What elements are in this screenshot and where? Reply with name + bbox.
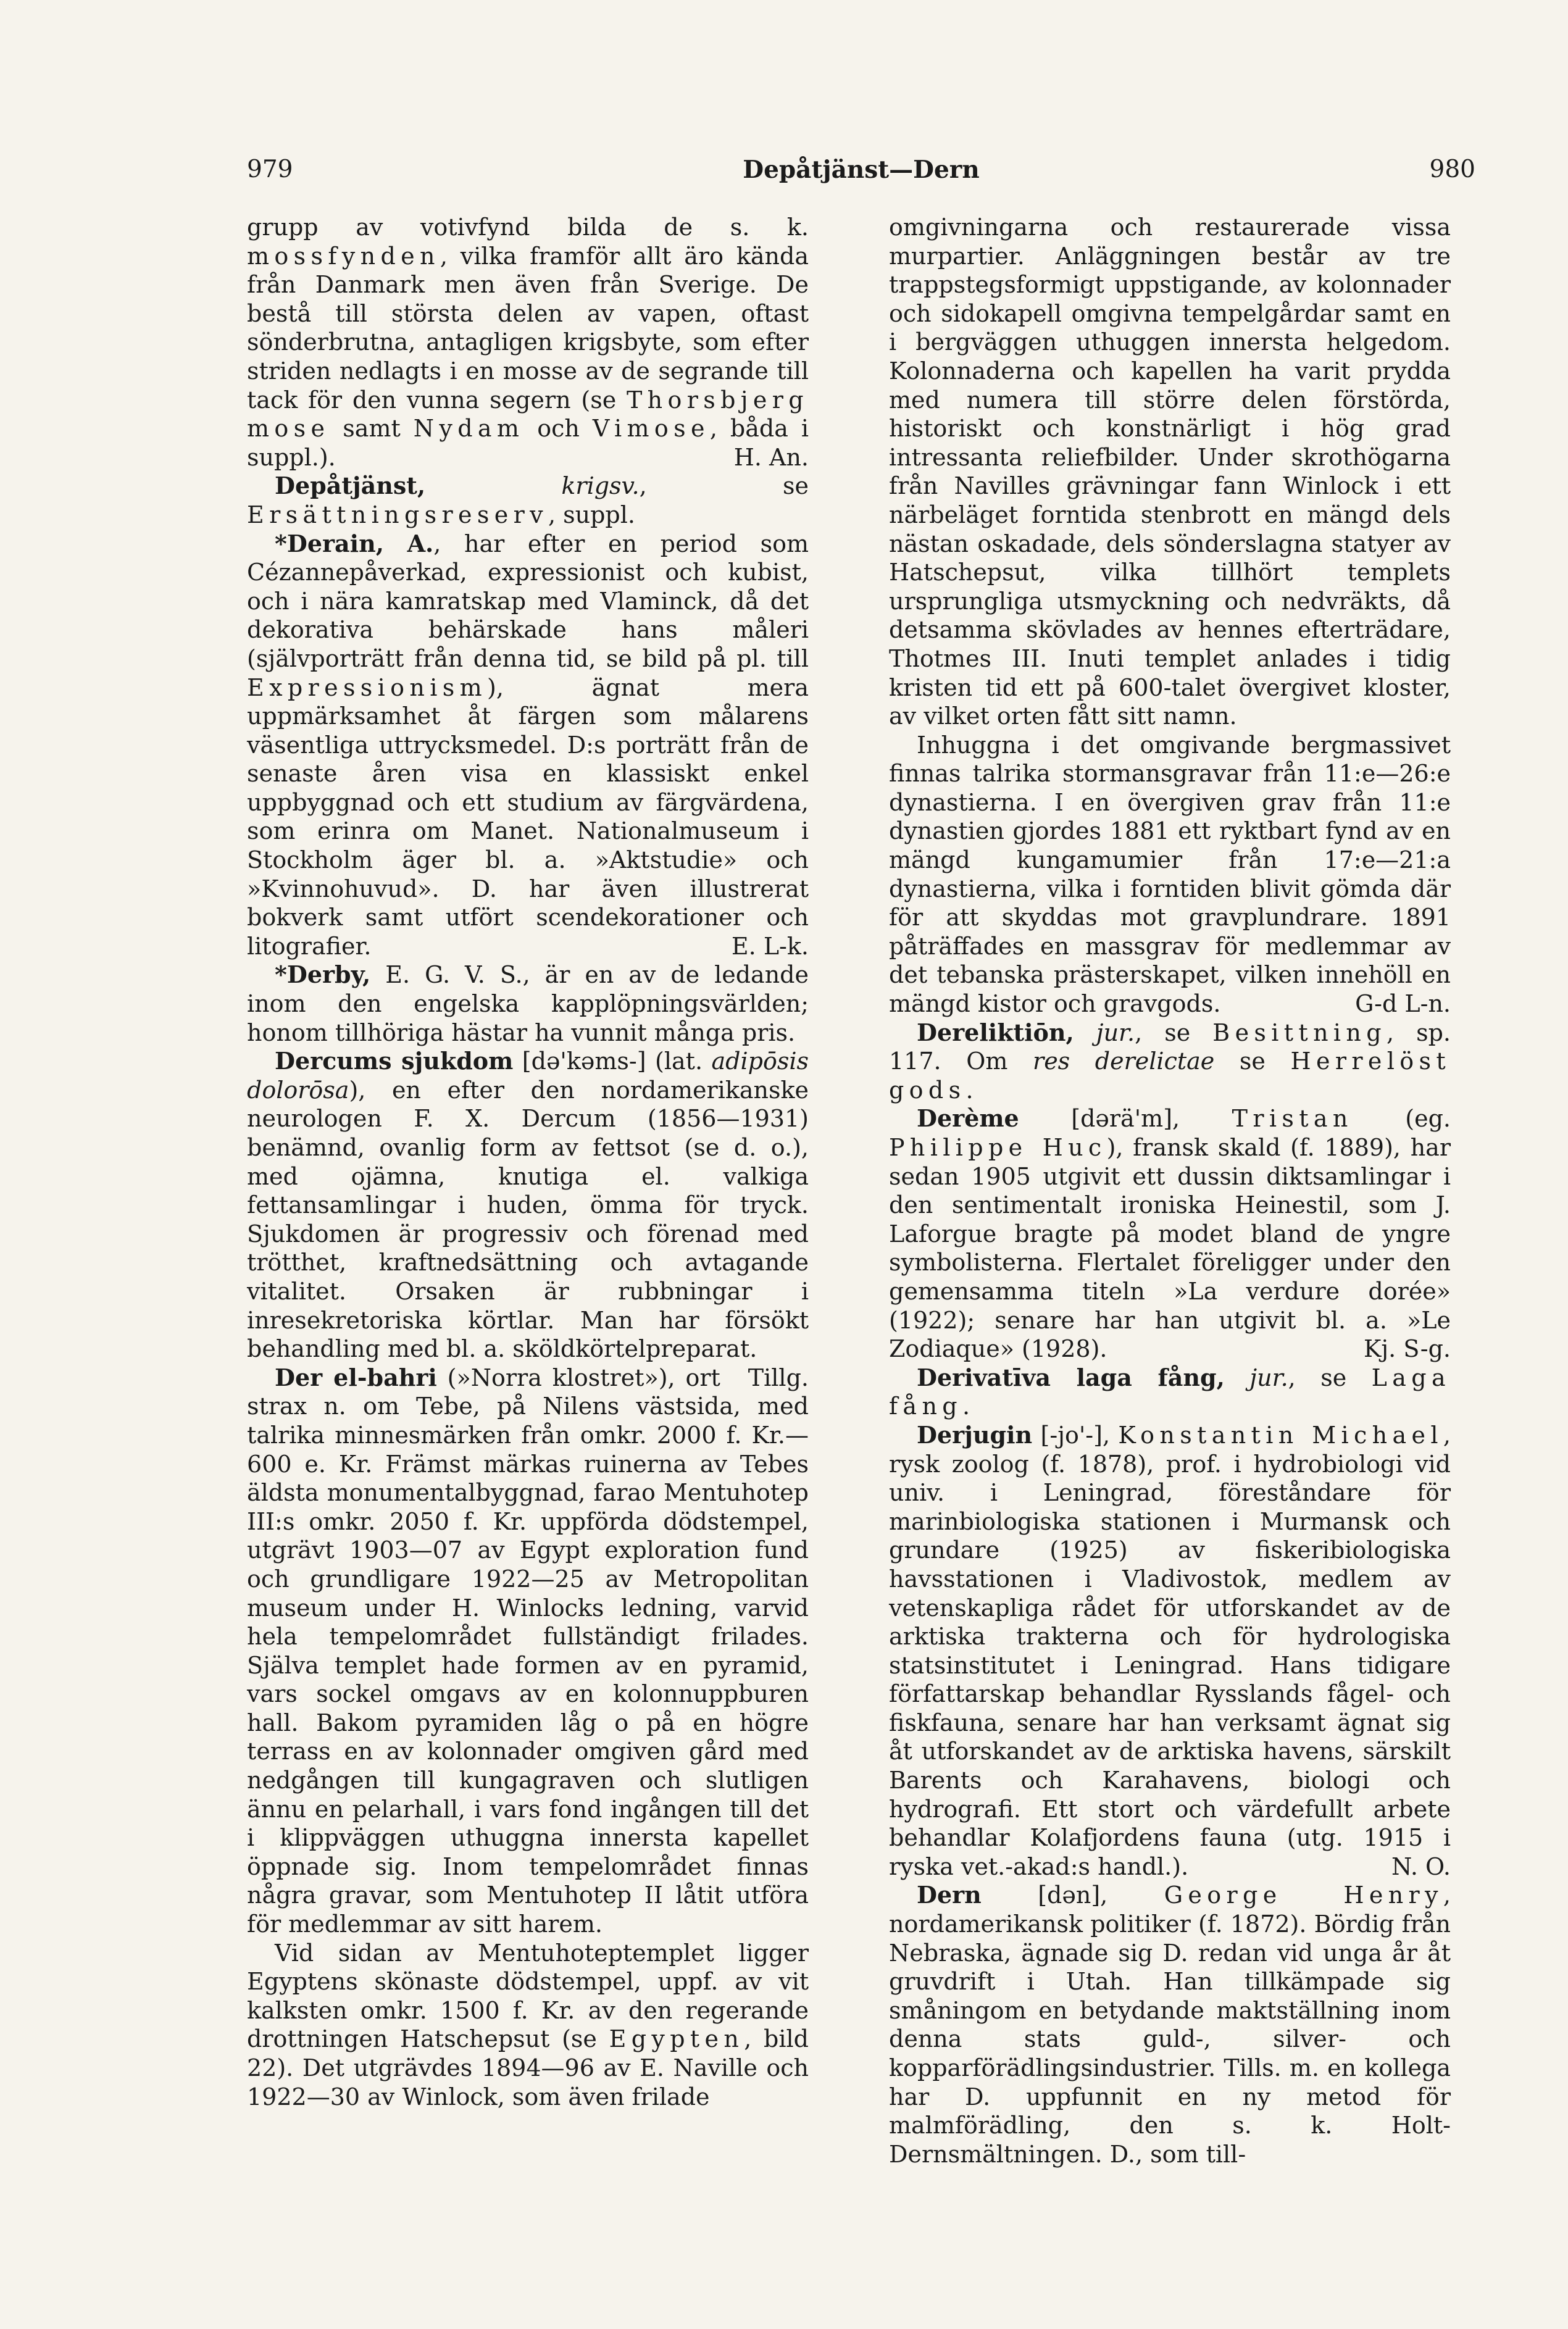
headword: *Derby, — [275, 960, 371, 989]
headword: Dern — [917, 1881, 982, 1909]
signature: N. O. — [1391, 1852, 1451, 1880]
entry-dereme: Derème [dǝrä'm], Tristan (eg. Philippe Huc), fransk skald (f. 1889), har sedan 1905 utgivit ett dussin diktsamlingar i den sentimentalt ironiska Heinestil, som J. Laforgue bragte på modet bland de yngre symbolisterna. Flertalet föreligger under den gemensamma titeln »La verdure dorée» (1922); senare har han utgivit bl. a. »Le Zodiaque» (1928). Kj. S-g. — [889, 1104, 1451, 1363]
running-header — [247, 151, 1475, 188]
entry-dercums-sjukdom: Dercums sjukdom [dǝ'kǝms-] (lat. adipōsis dolorōsa), en efter den nordamerikanske neurologen F. X. Dercum (1856—1931) benämnd, ovanlig form av fettsot (se d. o.), med ojämna, knutiga el. valkiga fettansamlingar i huden, ömma för tryck. Sjukdomen är progressiv och förenad med trötthet, kraftnedsättning och avtagande vitalitet. Orsaken är rubbningar i inresekretoriska körtlar. Man har försökt behandling med bl. a. sköldkörtelpreparat. Tillg. — [247, 1047, 809, 1391]
entry-depatjanst: Depåtjänst, krigsv., se Ersättningsreserv, suppl. — [247, 472, 809, 528]
entry-der-el-bahri-para3: Inhuggna i det omgivande bergmassivet finnas talrika stormansgravar från 11:e—26:e dynastierna. I en övergiven grav från 11:e dynastien gjordes 1881 ett ryktbart fynd av en mängd kungamumier från 17:e—21:a dynastierna, vilka i forntiden blivit gömda där för att skyddas mot gravplundrare. 1891 påträffades en massgrav för medlemmar av det tebanska prästerskapet, vilken innehöll en mängd kistor och gravgods. G-d L-n. — [889, 731, 1451, 1018]
entry-der-el-bahri: Der el-bahri (»Norra klostret»), ort strax n. om Tebe, på Nilens västsida, med talrika minnesmärken från omkr. 2000 f. Kr.—600 e. Kr. Främst märkas ruinerna av Tebes äldsta monumentalbyggnad, farao Mentuhotep III:s omkr. 2050 f. Kr. uppförda dödstempel, utgrävt 1903—07 av Egypt exploration fund och grundligare 1922—25 av Metropolitan museum under H. Winlocks ledning, varvid hela tempelområdet fullständigt frilades. Själva templet hade formen av en pyramid, vars sockel omgavs av en kolonnuppburen hall. Bakom pyramiden låg o på en högre terrass en av kolonnader omgiven gård med nedgången till kungagraven och slutligen ännu en pelarhall, i vars fond ingången till det i klippväggen uthuggna innersta kapellet öppnade sig. Inom tempelområdet finnas några gravar, som Mentuhotep II låtit utföra för medlemmar av sitt harem. — [247, 1363, 809, 1938]
running-title: Depåtjänst—Dern — [743, 156, 980, 184]
signature: Kj. S-g. — [1364, 1335, 1451, 1363]
headword: Derème — [917, 1104, 1019, 1133]
entry-der-el-bahri-continuation: omgivningarna och restaurerade vissa murpartier. Anläggningen består av tre trappstegsformigt uppstigande, av kolonnader och sidokapell omgivna tempelgårdar samt en i bergväggen uthuggen innersta helgedom. Kolonnaderna och kapellen ha varit prydda med numera till större delen förstörda, historiskt och konstnärligt i hög grad intressanta reliefbilder. Under skrothögarna från Navilles grävningar fann Winlock i ett närbeläget forntida stenbrott en mängd dels nästan oskadade, dels sönderslagna statyer av Hatschepsut, vilka tillhört templets ursprungliga utsmyckning och nedvräkts, då detsamma skövlades av hennes efterträdare, Thotmes III. Inuti templet anlades i tidig kristen tid ett på 600-talet övergivet kloster, av vilket orten fått sitt namn. — [889, 214, 1451, 730]
headword: Derivatīva laga fång, — [917, 1363, 1225, 1391]
page-number-left: 979 — [247, 156, 293, 183]
entry-der-el-bahri-para2: Vid sidan av Mentuhoteptemplet ligger Egyptens skönaste dödstempel, uppf. av vit kalksten omkr. 1500 f. Kr. av den regerande drottningen Hatschepsut (se Egypten, bild 22). Det utgrävdes 1894—96 av E. Naville och 1922—30 av Winlock, som även frilade — [247, 1939, 809, 2110]
column-980 — [889, 213, 1451, 2169]
headword: Der el-bahri — [275, 1363, 437, 1391]
signature: H. An. — [733, 443, 809, 471]
column-979 — [247, 213, 809, 2111]
signature: Tillg. — [748, 1364, 809, 1391]
headword: Derjugin — [917, 1420, 1033, 1449]
page-number-right: 980 — [1429, 156, 1475, 183]
entry-derby: *Derby, E. G. V. S., är en av de ledande inom den engelska kapplöpningsvärlden; honom tillhöriga hästar ha vunnit många pris. — [247, 960, 809, 1046]
entry-dern: Dern [dǝn], George Henry, nordamerikansk politiker (f. 1872). Bördig från Nebraska, ägnade sig D. redan vid unga år åt gruvdrift i Utah. Han tillkämpade sig småningom en betydande maktställning inom denna stats guld-, silver- och kopparförädlingsindustrier. Tills. m. en kollega har D. uppfunnit en ny metod för malmförädling, den s. k. Holt-Dernsmältningen. D., som till- — [889, 1881, 1451, 2168]
entry-derain: *Derain, A., har efter en period som Cézannepåverkad, expressionist och kubist, och i nära kamratskap med Vlaminck, då det dekorativa behärskade hans måleri (självporträtt från denna tid, se bild på pl. till Expressionism), ägnat mera uppmärksamhet åt färgen som målarens väsentliga uttrycksmedel. D:s porträtt från de senaste åren visa en klassiskt enkel uppbyggnad och ett studium av färgvärdena, som erinra om Manet. Nationalmuseum i Stockholm äger bl. a. »Aktstudie» och »Kvinnohuvud». D. har även illustrerat bokverk samt utfört scendekorationer och litografier. E. L-k. — [247, 529, 809, 960]
signature: G-d L-n. — [1355, 990, 1451, 1018]
headword: Dercums sjukdom — [275, 1047, 514, 1075]
entry-votivfynd-continuation: grupp av votivfynd bilda de s. k. mossfynden, vilka framför allt äro kända från Danmark men även från Sverige. De bestå till största delen av vapen, oftast sönderbrutna, antagligen krigsbyte, som efter striden nedlagts i en mosse av de segrande till tack för den vunna segern (se Thorsbjerg mose samt Nydam och Vimose, båda i suppl.). H. An. — [247, 214, 809, 471]
headword: Dereliktiōn, — [917, 1018, 1074, 1046]
headword: Depåtjänst, — [275, 472, 426, 500]
entry-derjugin: Derjugin [-jo'-], Konstantin Michael, rysk zoolog (f. 1878), prof. i hydrobiologi vid univ. i Leningrad, föreståndare för marinbiologiska stationen i Murmansk och grundare (1925) av fiskeribiologiska havsstationen i Vladivostok, medlem av vetenskapliga rådet för utforskandet av de arktiska trakterna och för hydrologiska statsinstitutet i Leningrad. Hans tidigare författarskap behandlar Rysslands fågel- och fiskfauna, senare har han verksamt ägnat sig åt utforskandet av de arktiska havens, särskilt Barents och Karahavens, biologi och hydrografi. Ett stort och värdefullt arbete behandlar Kolafjordens fauna (utg. 1915 i ryska vet.-akad:s handl.). N. O. — [889, 1420, 1451, 1880]
entry-derivativa-laga-fang: Derivatīva laga fång, jur., se Laga fång. — [889, 1363, 1451, 1420]
entry-derelikton: Dereliktiōn, jur., se Besittning, sp. 117. Om res derelictae se Herrelöst gods. — [889, 1018, 1451, 1104]
headword: *Derain, — [275, 529, 384, 557]
signature: E. L-k. — [731, 932, 809, 960]
